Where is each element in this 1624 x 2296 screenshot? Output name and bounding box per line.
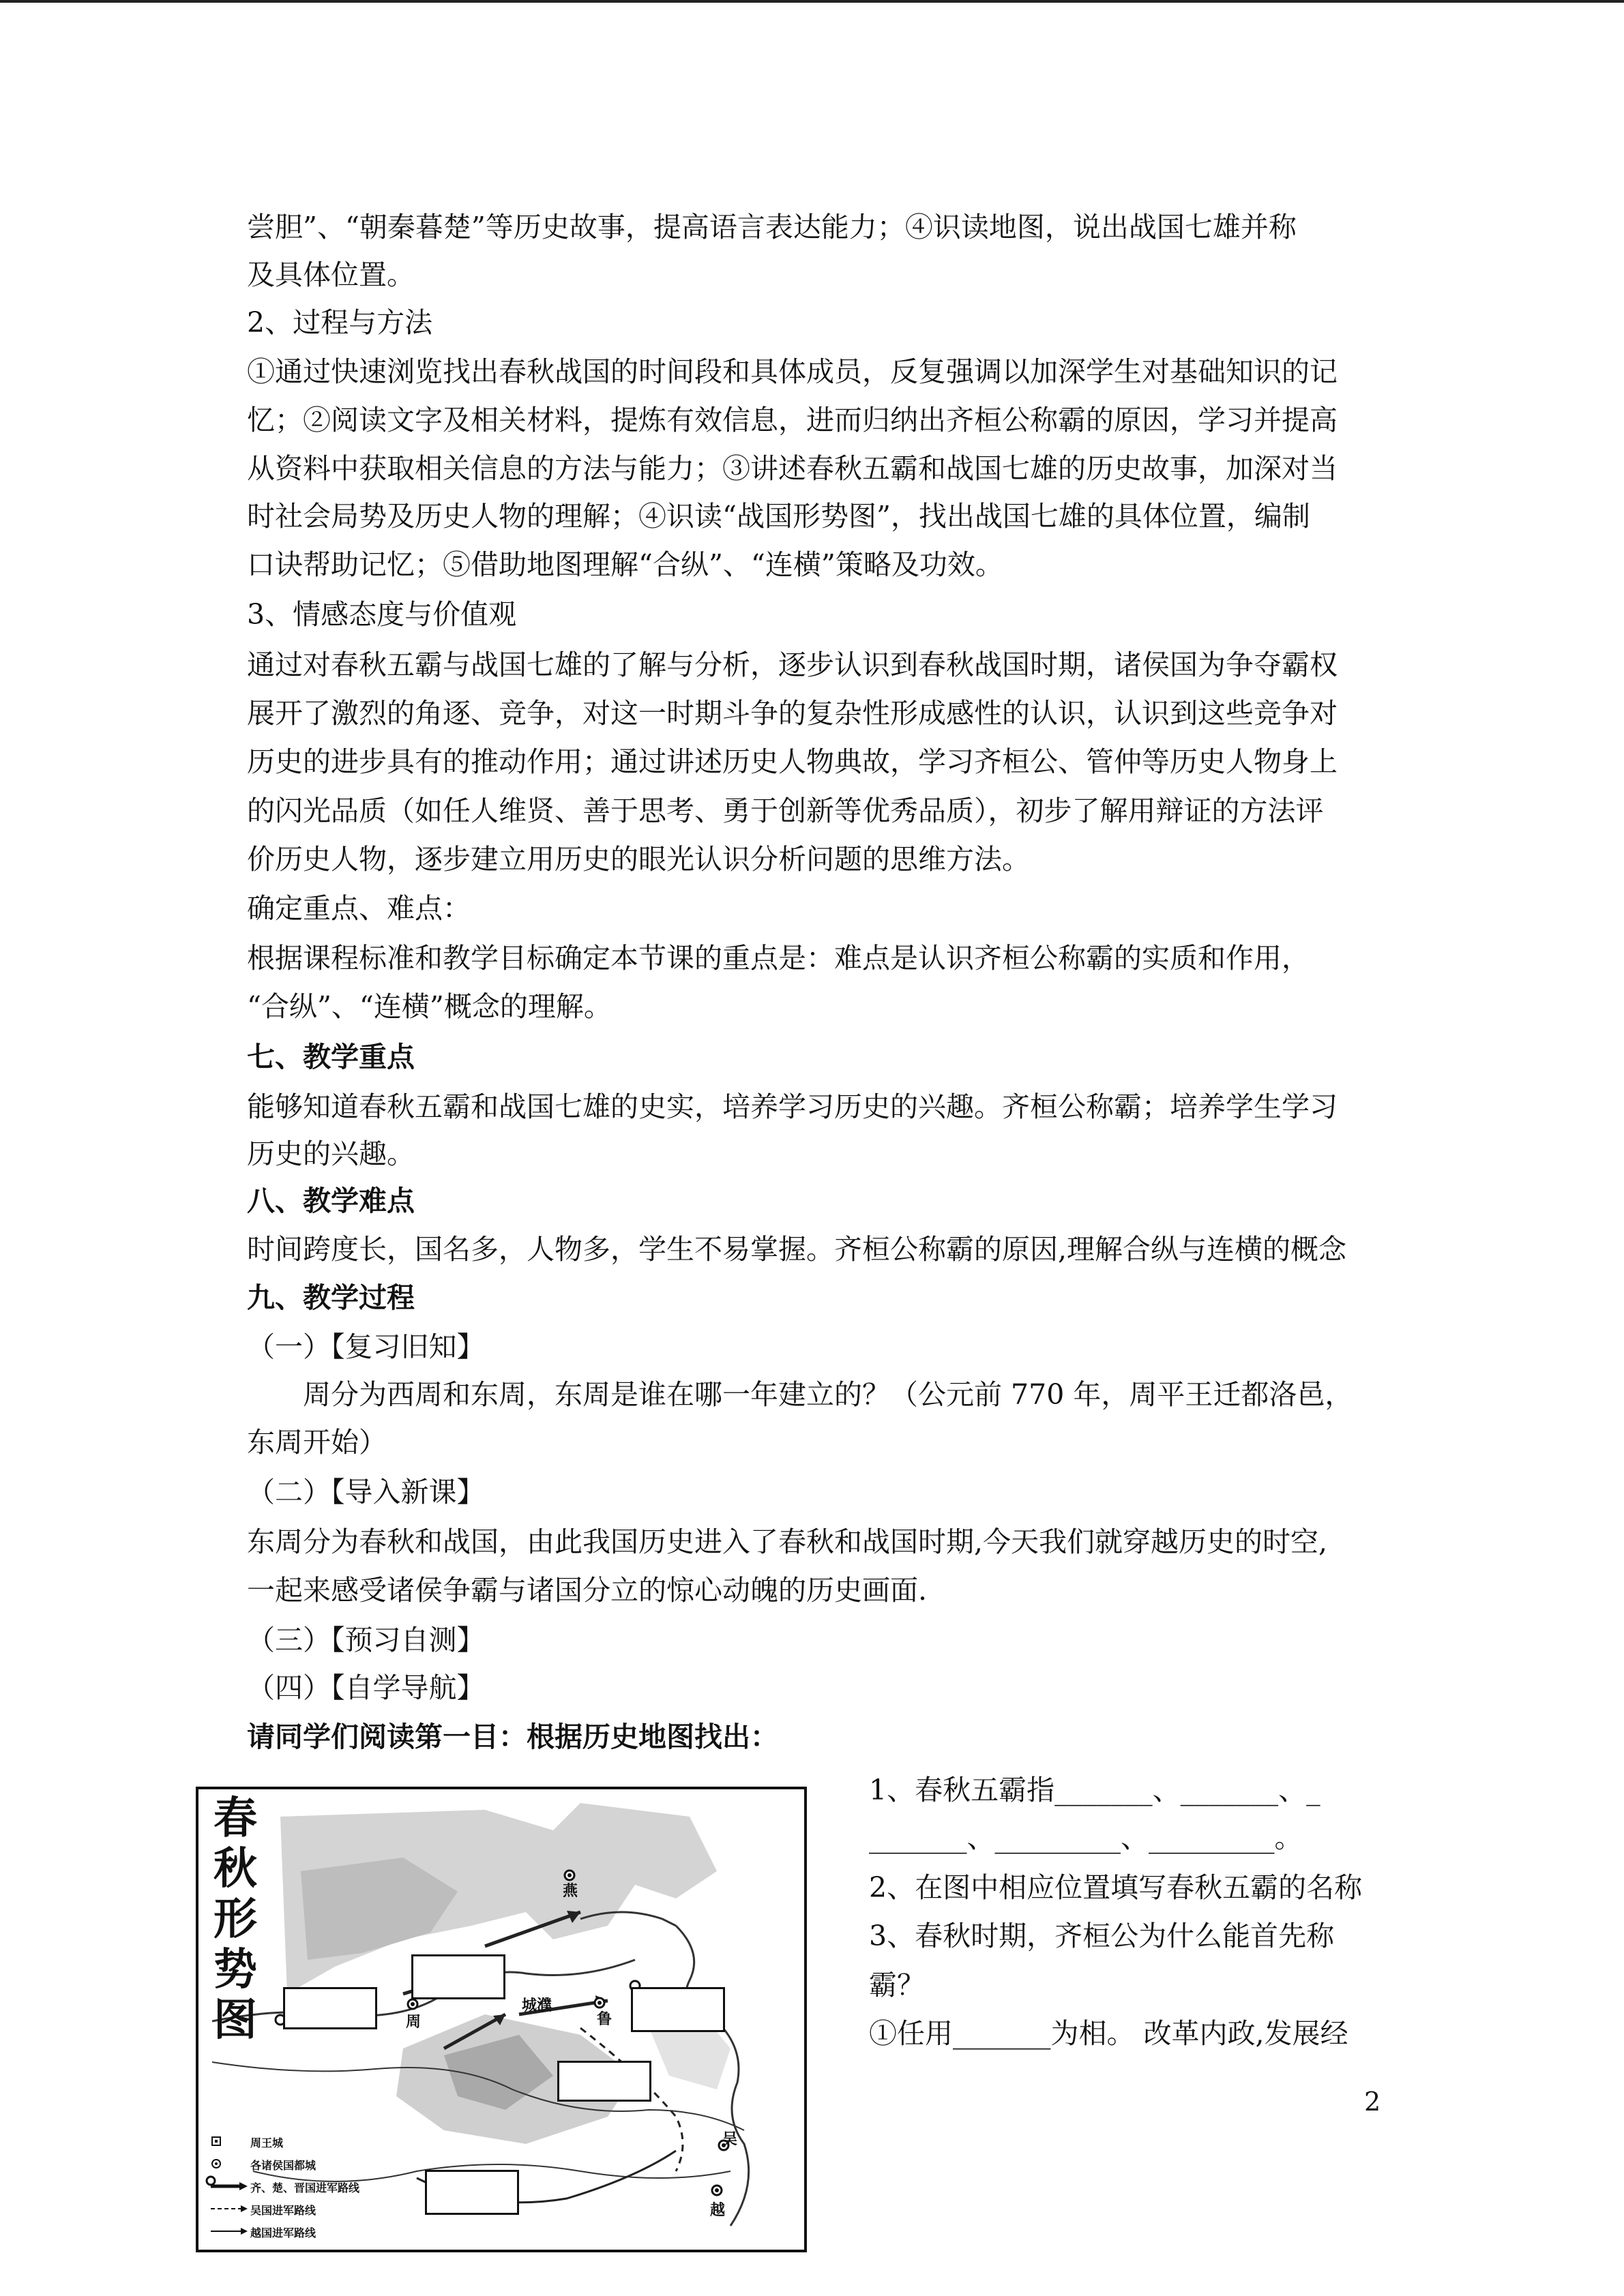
legend-item: 越国进军路线 bbox=[205, 2220, 383, 2243]
map-label-chengpu: 城濮 bbox=[522, 1997, 552, 2014]
subsection-heading: （四）【自学导航】 bbox=[247, 1671, 485, 1704]
legend-item: 周王城 bbox=[205, 2130, 383, 2153]
capital-icon bbox=[209, 2136, 250, 2147]
text-line: 通过对春秋五霸与战国七雄的了解与分析，逐步认识到春秋战国时期，诸侯国为争夺霸权 bbox=[247, 648, 1338, 681]
dashed-arrow-icon bbox=[209, 2203, 250, 2214]
thick-arrow-icon bbox=[209, 2181, 250, 2192]
text-line: “合纵”、“连横”概念的理解。 bbox=[247, 990, 612, 1023]
map-label-zhou: 周 bbox=[406, 2014, 422, 2031]
map-title-char: 势 bbox=[213, 1945, 257, 1995]
text-line: 根据课程标准和教学目标确定本节课的重点是：难点是认识齐桓公称霸的实质和作用， bbox=[247, 942, 1310, 974]
text-line: 口诀帮助记忆；⑤借助地图理解“合纵”、“连横”策略及功效。 bbox=[247, 548, 1003, 581]
text-line: 时间跨度长，国名多，人物多，学生不易掌握。齐桓公称霸的原因,理解合纵与连横的概念 bbox=[247, 1233, 1347, 1266]
map-legend bbox=[205, 2130, 383, 2243]
text-line: 及具体位置。 bbox=[247, 258, 415, 291]
legend-item: 各诸侯国都城 bbox=[205, 2153, 383, 2175]
text-line: 尝胆”、“朝秦暮楚”等历史故事，提高语言表达能力；④识读地图，说出战国七雄并称 bbox=[247, 211, 1297, 243]
map-label-yue: 越 bbox=[710, 2202, 726, 2219]
legend-item: 吴国进军路线 bbox=[205, 2198, 383, 2220]
question-line: ①任用_______为相。 改革内政,发展经 bbox=[869, 2017, 1348, 2050]
question-line: _______、_________、_________。 bbox=[869, 1821, 1303, 1854]
section-heading: 八、教学难点 bbox=[247, 1184, 415, 1217]
city-icon bbox=[209, 2158, 250, 2169]
text-line: 展开了激烈的角逐、竞争，对这一时期斗争的复杂性形成感性的认识，认识到这些竞争对 bbox=[247, 697, 1338, 730]
map-label-wu: 吴 bbox=[722, 2131, 738, 2148]
answer-box[interactable] bbox=[425, 2170, 519, 2215]
map-title-char: 秋 bbox=[213, 1844, 257, 1894]
subsection-heading: （二）【导入新课】 bbox=[247, 1476, 485, 1508]
answer-box[interactable] bbox=[283, 1987, 377, 2029]
map-title-char: 形 bbox=[213, 1894, 257, 1945]
map-title-char: 春 bbox=[213, 1793, 257, 1844]
question-line: 2、在图中相应位置填写春秋五霸的名称 bbox=[869, 1871, 1363, 1904]
section-heading: 3、情感态度与价值观 bbox=[247, 598, 517, 631]
answer-box[interactable] bbox=[631, 1987, 725, 2032]
text-line: 历史的进步具有的推动作用；通过讲述历史人物典故，学习齐桓公、管仲等历史人物身上 bbox=[247, 745, 1338, 778]
text-line: 能够知道春秋五霸和战国七雄的史实，培养学习历史的兴趣。齐桓公称霸；培养学生学习 bbox=[247, 1090, 1338, 1123]
text-line: 从资料中获取相关信息的方法与能力；③讲述春秋五霸和战国七雄的历史故事，加深对当 bbox=[247, 452, 1338, 485]
legend-item: 齐、楚、晋国进军路线 bbox=[205, 2175, 383, 2198]
answer-box[interactable] bbox=[557, 2061, 651, 2102]
subsection-heading: （一）【复习旧知】 bbox=[247, 1330, 485, 1363]
text-line: 的闪光品质（如任人维贤、善于思考、勇于创新等优秀品质），初步了解用辩证的方法评 bbox=[247, 794, 1324, 827]
text-line: 历史的兴趣。 bbox=[247, 1137, 415, 1170]
map-label-yan: 燕 bbox=[563, 1883, 578, 1900]
text-line: 时社会局势及历史人物的理解；④识读“战国形势图”，找出战国七雄的具体位置，编制 bbox=[247, 500, 1310, 533]
text-line: 价历史人物，逐步建立用历史的眼光认识分析问题的思维方法。 bbox=[247, 843, 1030, 876]
solid-arrow-icon bbox=[209, 2226, 250, 2237]
subsection-heading: （三）【预习自测】 bbox=[247, 1624, 485, 1656]
text-line: 东周分为春秋和战国，由此我国历史进入了春秋和战国时期,今天我们就穿越历史的时空, bbox=[247, 1525, 1328, 1558]
page-number: 2 bbox=[1364, 2087, 1381, 2117]
spring-autumn-map bbox=[196, 1787, 807, 2252]
section-heading: 2、过程与方法 bbox=[247, 306, 433, 339]
section-heading: 七、教学重点 bbox=[247, 1041, 415, 1073]
question-line: 1、春秋五霸指_______、_______、_ bbox=[869, 1774, 1320, 1806]
text-line: 东周开始） bbox=[247, 1426, 387, 1459]
text-line: 周分为西周和东周，东周是谁在哪一年建立的？（公元前 770 年，周平王迁都洛邑， bbox=[303, 1378, 1353, 1411]
map-label-lu: 鲁 bbox=[597, 2011, 612, 2028]
map-title-char: 图 bbox=[213, 1995, 257, 2046]
text-line: 一起来感受诸侯争霸与诸国分立的惊心动魄的历史画面. bbox=[247, 1574, 928, 1607]
text-line: 忆；②阅读文字及相关材料，提炼有效信息，进而归纳出齐桓公称霸的原因，学习并提高 bbox=[247, 404, 1338, 436]
question-line: 霸？ bbox=[869, 1969, 925, 2001]
text-line: 确定重点、难点： bbox=[247, 892, 471, 925]
instruction-heading: 请同学们阅读第一目：根据历史地图找出： bbox=[247, 1720, 778, 1753]
question-line: 3、春秋时期，齐桓公为什么能首先称 bbox=[869, 1920, 1335, 1952]
top-border-line bbox=[0, 0, 1624, 3]
map-title bbox=[204, 1793, 267, 2046]
answer-box[interactable] bbox=[411, 1954, 505, 1999]
section-heading: 九、教学过程 bbox=[247, 1281, 415, 1314]
text-line: ①通过快速浏览找出春秋战国的时间段和具体成员，反复强调以加深学生对基础知识的记 bbox=[247, 355, 1338, 388]
